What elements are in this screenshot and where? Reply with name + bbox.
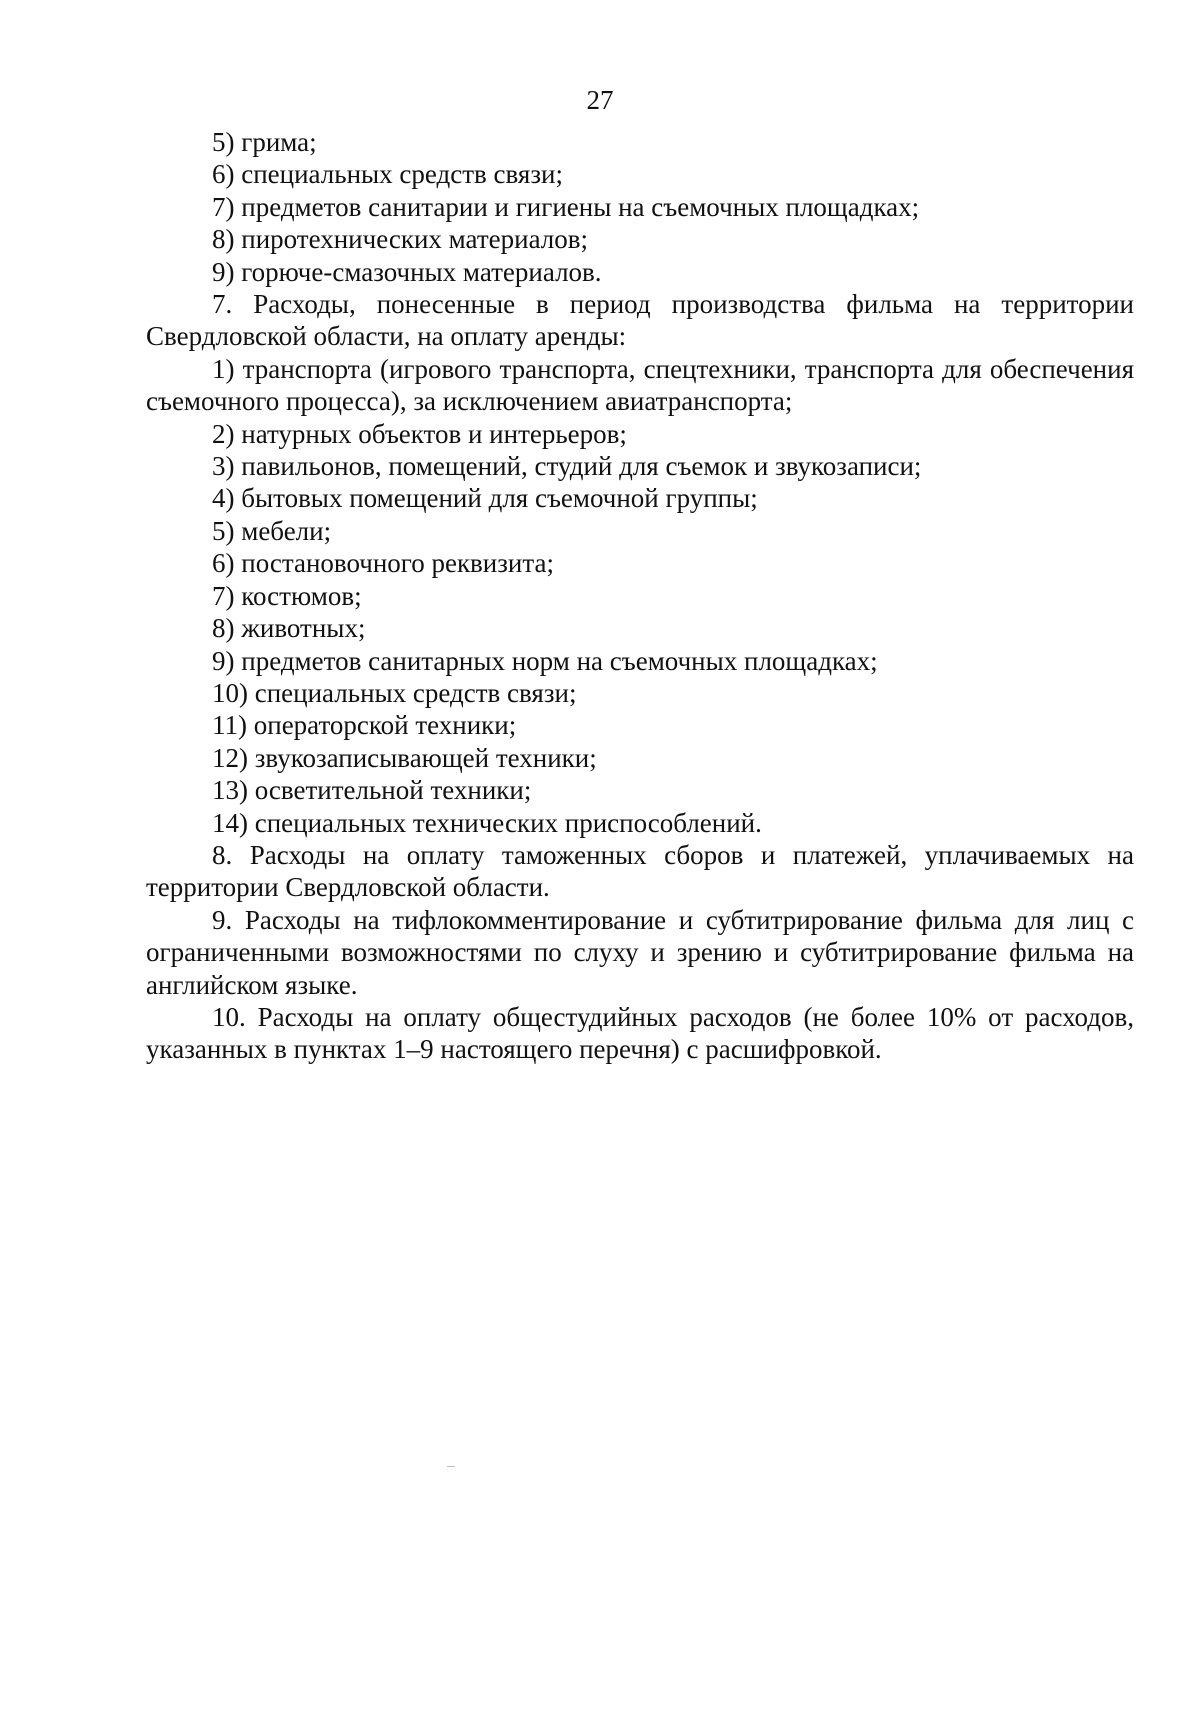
paragraph: 1) транспорта (игрового транспорта, спецтехники, транспорта для обеспечения съемочного процесса), за исключением авиатранспорта; — [146, 353, 1134, 417]
list-item: 6) постановочного реквизита; — [212, 548, 554, 579]
paragraph: 9. Расходы на тифлокомментирование и субтитрирование фильма для лиц с ограниченными возможностями по слуху и зрению и субтитрирование фильма на английском языке. — [146, 904, 1134, 1000]
list-item: 9) горюче-смазочных материалов. — [212, 256, 602, 287]
list-item: 8) пиротехнических материалов; — [212, 224, 589, 255]
list-item: 6) специальных средств связи; — [212, 159, 563, 190]
list-item: 13) осветительной техники; — [212, 775, 532, 806]
paragraph: 8. Расходы на оплату таможенных сборов и платежей, уплачиваемых на территории Свердловской области. — [146, 839, 1134, 903]
list-item: 2) натурных объектов и интерьеров; — [212, 418, 627, 449]
list-item: 8) животных; — [212, 613, 366, 644]
list-item: 9) предметов санитарных норм на съемочных площадках; — [212, 645, 878, 676]
paragraph: 10. Расходы на оплату общестудийных расходов (не более 10% от расходов, указанных в пунктах 1–9 настоящего перечня) с расшифровкой. — [146, 1001, 1134, 1065]
scan-speck — [447, 1466, 455, 1467]
paragraph: 7. Расходы, понесенные в период производства фильма на территории Свердловской области, на оплату аренды: — [146, 289, 1134, 352]
page-number: 27 — [586, 85, 614, 115]
list-item: 12) звукозаписывающей техники; — [212, 742, 597, 773]
list-item: 7) предметов санитарии и гигиены на съемочных площадках; — [212, 191, 920, 222]
list-item: 5) грима; — [212, 127, 317, 157]
list-item: 11) операторской техники; — [212, 710, 517, 741]
list-item: 7) костюмов; — [212, 580, 362, 611]
list-item: 5) мебели; — [212, 515, 332, 546]
list-item: 10) специальных средств связи; — [212, 677, 577, 708]
list-item: 14) специальных технических приспособлений. — [212, 807, 762, 838]
document-body — [146, 126, 1134, 1066]
list-item: 3) павильонов, помещений, студий для съемок и звукозаписи; — [212, 451, 922, 482]
list-item: 4) бытовых помещений для съемочной группы; — [212, 483, 758, 514]
